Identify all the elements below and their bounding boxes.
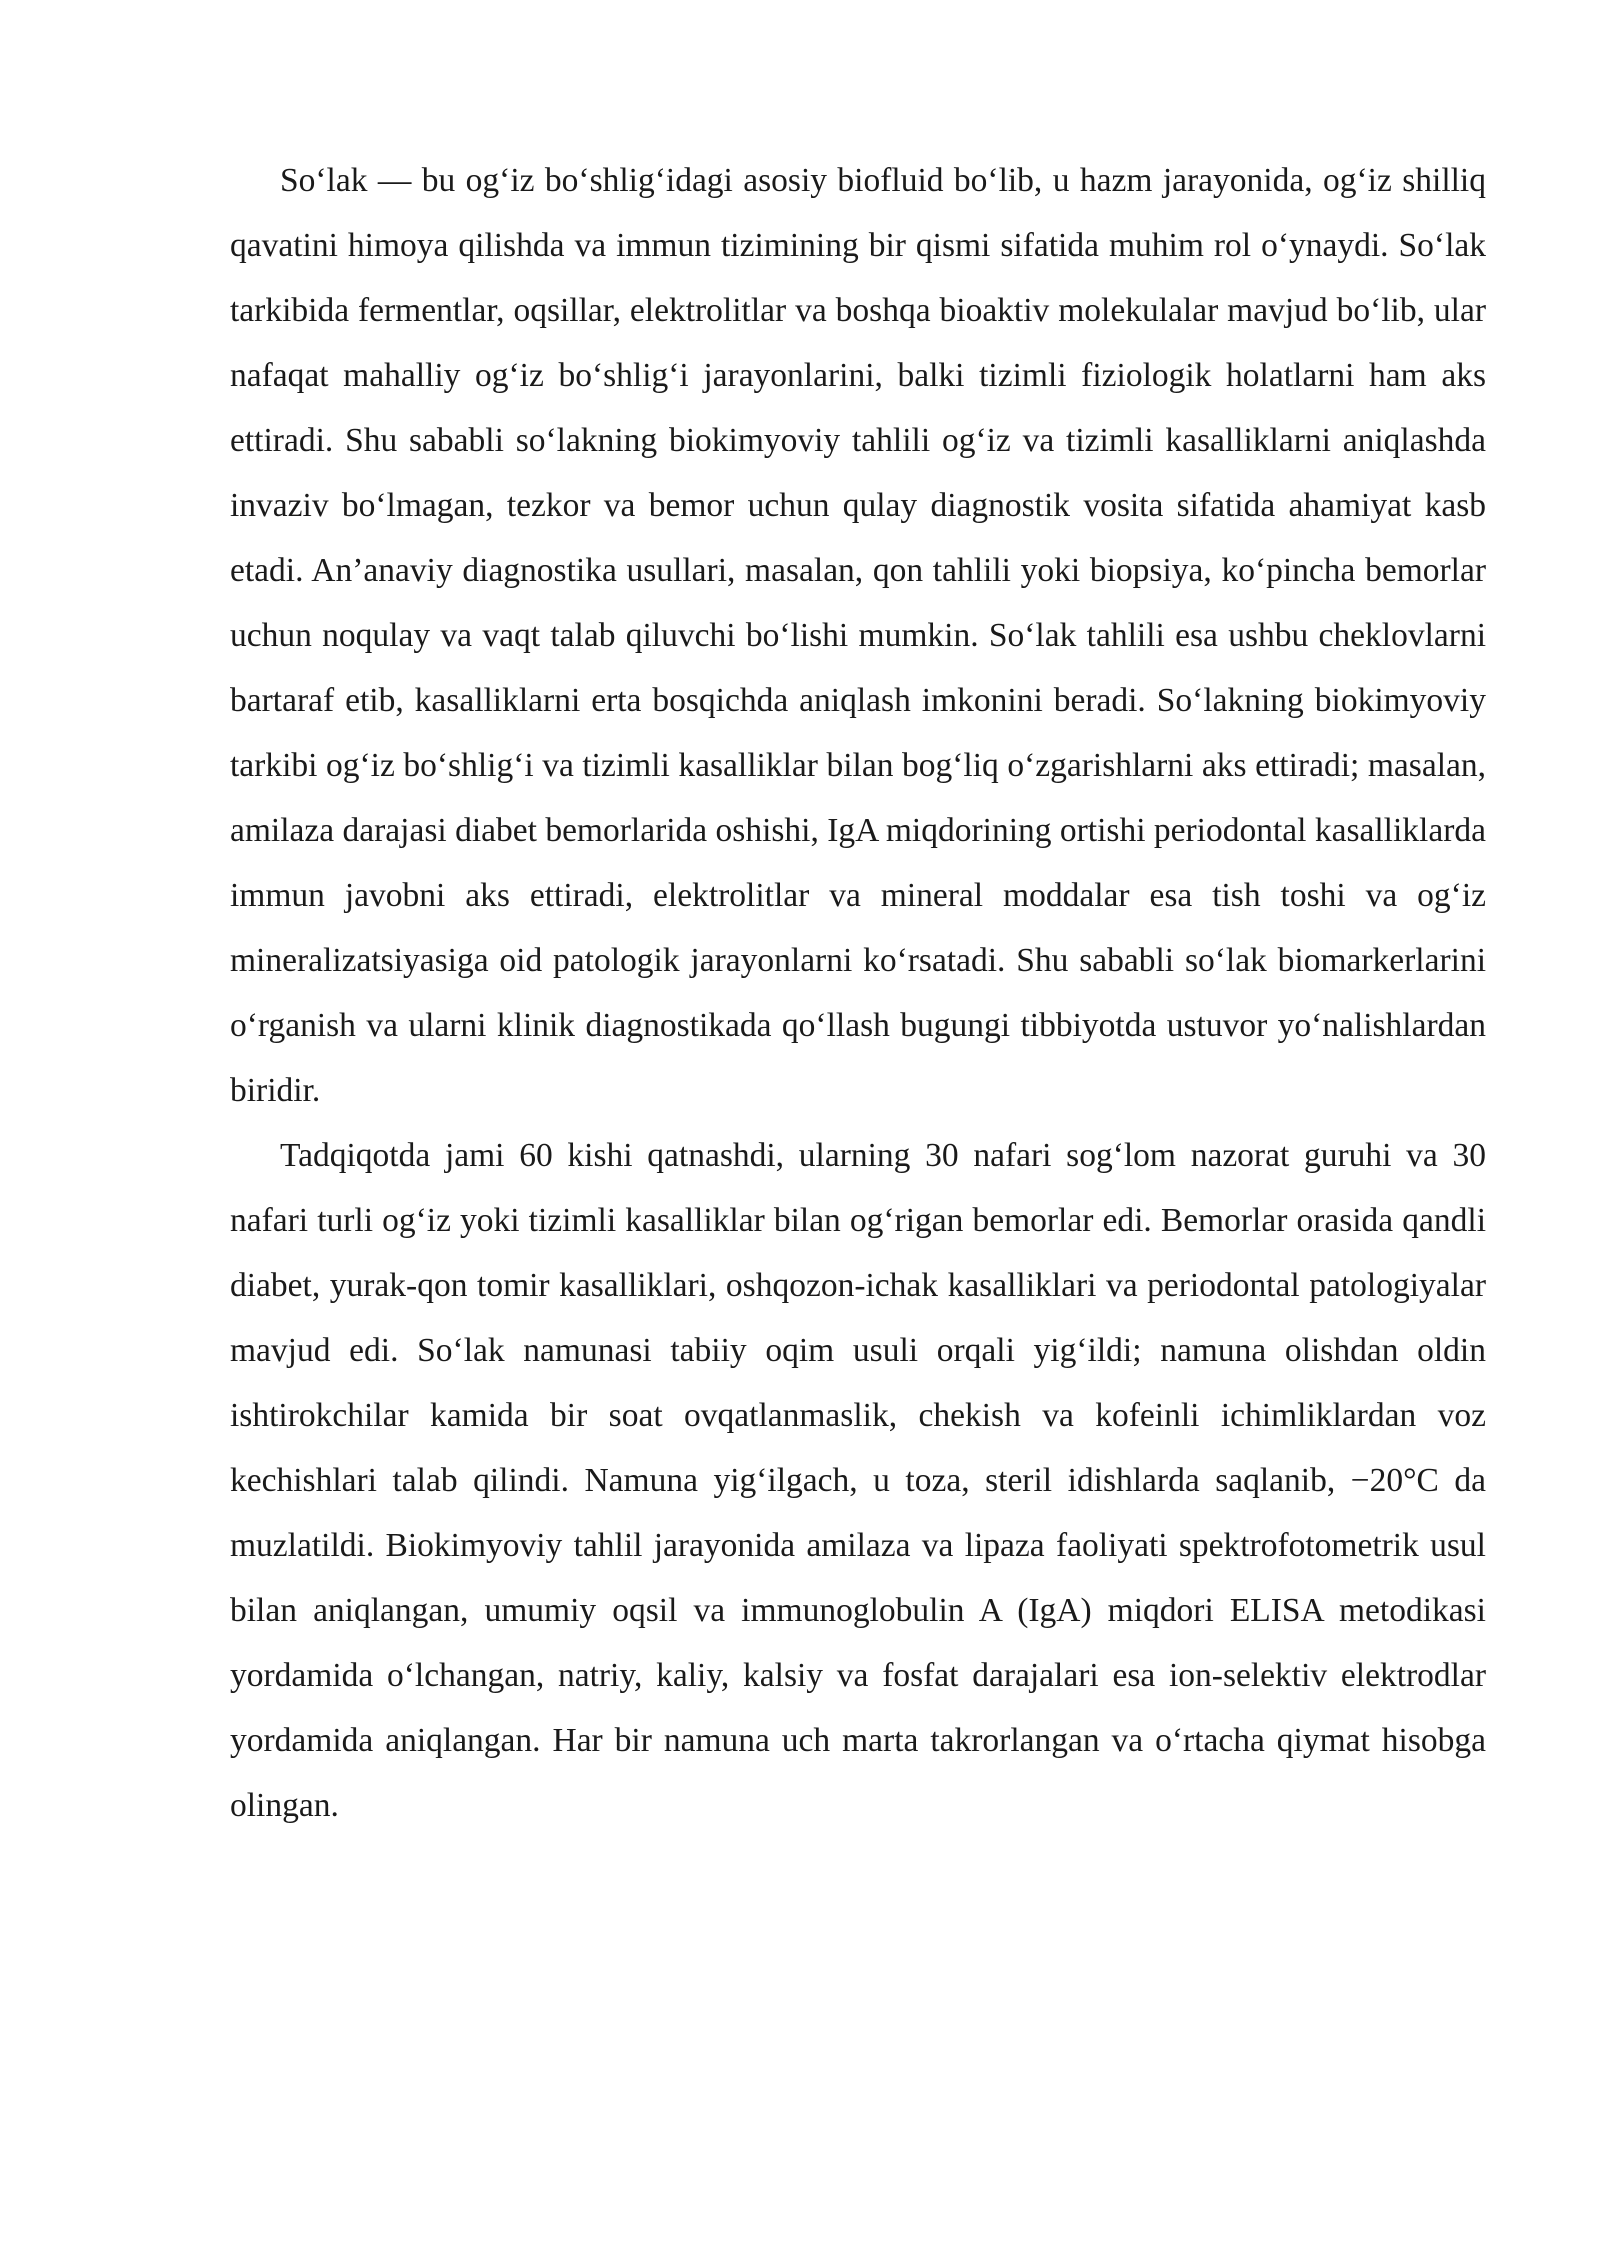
paragraph-methods: Tadqiqotda jami 60 kishi qatnashdi, ularning 30 nafari sog‘lom nazorat guruhi va 30 nafari turli og‘iz yoki tizimli kasalliklar bilan og‘rigan bemorlar edi. Bemorlar orasida qandli diabet, yurak-qon tomir kasalliklari, oshqozon-ichak kasalliklari va periodontal patologiyalar mavjud edi. So‘lak namunasi tabiiy oqim usuli orqali yig‘ildi; namuna olishdan oldin ishtirokchilar kamida bir soat ovqatlanmaslik, chekish va kofeinli ichimliklardan voz kechishlari talab qilindi. Namuna yig‘ilgach, u toza, steril idishlarda saqlanib, −20°C da muzlatildi. Biokimyoviy tahlil jarayonida amilaza va lipaza faoliyati spektrofotometrik usul bilan aniqlangan, umumiy oqsil va immunoglobulin A (IgA) miqdori ELISA metodikasi yordamida o‘lchangan, natriy, kaliy, kalsiy va fosfat darajalari esa ion-selektiv elektrodlar yordamida aniqlangan. Har bir namuna uch marta takrorlangan va o‘rtacha qiymat hisobga olingan. (230, 1137, 1486, 1824)
paragraph-introduction: So‘lak — bu og‘iz bo‘shlig‘idagi asosiy biofluid bo‘lib, u hazm jarayonida, og‘iz shilliq qavatini himoya qilishda va immun tizimining bir qismi sifatida muhim rol o‘ynaydi. So‘lak tarkibida fermentlar, oqsillar, elektrolitlar va boshqa bioaktiv molekulalar mavjud bo‘lib, ular nafaqat mahalliy og‘iz bo‘shlig‘i jarayonlarini, balki tizimli fiziologik holatlarni ham aks ettiradi. Shu sababli so‘lakning biokimyoviy tahlili og‘iz va tizimli kasalliklarni aniqlashda invaziv bo‘lmagan, tezkor va bemor uchun qulay diagnostik vosita sifatida ahamiyat kasb etadi. An’anaviy diagnostika usullari, masalan, qon tahlili yoki biopsiya, ko‘pincha bemorlar uchun noqulay va vaqt talab qiluvchi bo‘lishi mumkin. So‘lak tahlili esa ushbu cheklovlarni bartaraf etib, kasalliklarni erta bosqichda aniqlash imkonini beradi. So‘lakning biokimyoviy tarkibi og‘iz bo‘shlig‘i va tizimli kasalliklar bilan bog‘liq o‘zgarishlarni aks ettiradi; masalan, amilaza darajasi diabet bemorlarida oshishi, IgA miqdorining ortishi periodontal kasalliklarda immun javobni aks ettiradi, elektrolitlar va mineral moddalar esa tish toshi va og‘iz mineralizatsiyasiga oid patologik jarayonlarni ko‘rsatadi. Shu sababli so‘lak biomarkerlarini o‘rganish va ularni klinik diagnostikada qo‘llash bugungi tibbiyotda ustuvor yo‘nalishlardan biridir. (230, 162, 1486, 1109)
document-page (230, 148, 1486, 1838)
